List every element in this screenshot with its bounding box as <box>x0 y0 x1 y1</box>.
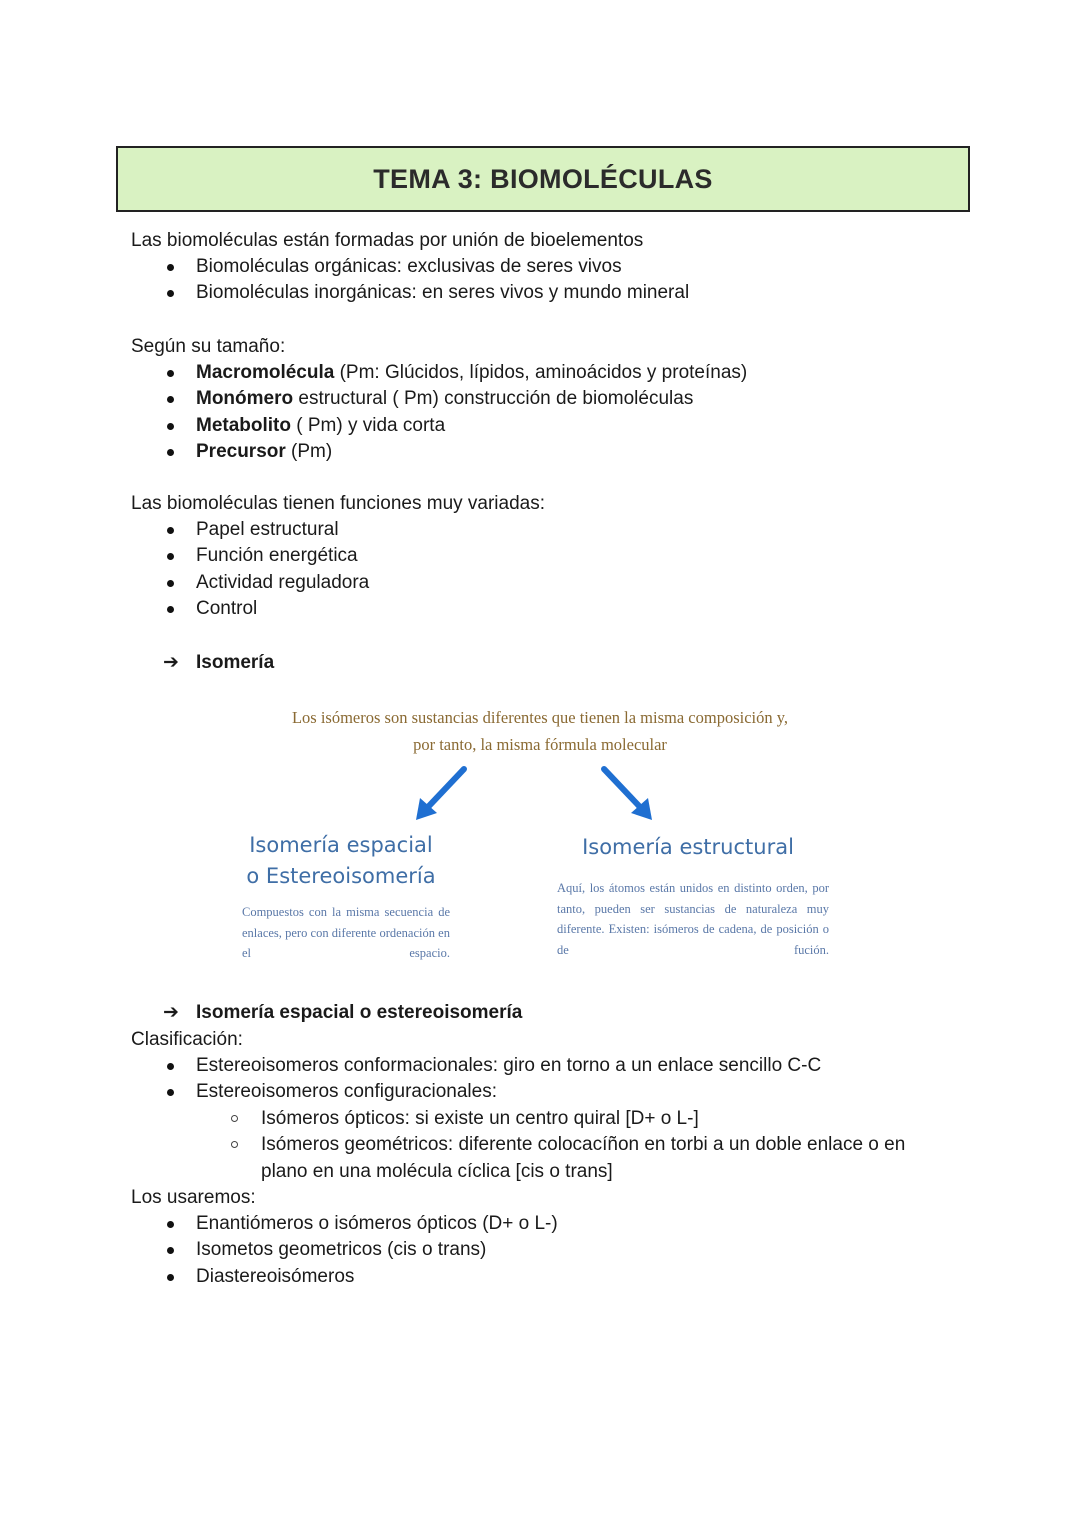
term-bold: Precursor <box>196 440 286 462</box>
size-text: Según su tamaño: <box>131 336 286 357</box>
left-branch-text: Compuestos con la misma secuencia de enlaces, pero con diferente ordenación en el espacio. <box>242 905 450 960</box>
term-bold: Metabolito <box>196 414 291 436</box>
arrow-down-right-icon <box>604 769 652 820</box>
page-title: TEMA 3: BIOMOLÉCULAS <box>373 163 713 194</box>
list-item: Biomoléculas inorgánicas: en seres vivos y mundo mineral <box>163 280 689 306</box>
title-box <box>116 146 970 212</box>
espacial-heading <box>163 1000 522 1026</box>
term-bold: Monómero <box>196 388 294 410</box>
list-item <box>163 439 747 465</box>
espacial-heading-label: Isomería espacial o estereoisomería <box>196 1002 523 1023</box>
list-item: Biomoléculas orgánicas: exclusivas de seres vivos <box>163 254 689 280</box>
term-desc: (Pm) <box>285 440 333 462</box>
left-title-line2: o Estereoisomería <box>246 864 436 888</box>
functions-text: Las biomoléculas tienen funciones muy variadas: <box>131 493 546 514</box>
list-item <box>163 360 747 386</box>
diagram-arrows <box>230 700 850 840</box>
list-item: Función energética <box>163 543 369 569</box>
left-title-line1: Isomería espacial <box>249 833 433 857</box>
isomeria-heading <box>163 650 274 676</box>
diagram-intro-line2: por tanto, la misma fórmula molecular <box>413 735 667 754</box>
list-item <box>163 413 747 439</box>
isomeria-diagram <box>230 700 850 970</box>
list-item: Estereoisomeros configuracionales: <box>163 1079 821 1105</box>
diagram-intro-line1: Los isómeros son sustancias diferentes que tienen la misma composición y, <box>291 708 789 727</box>
term-desc: ( Pm) y vida corta <box>291 414 446 436</box>
arrow-right-icon: ➔ <box>163 652 179 673</box>
usaremos-list <box>163 1211 558 1290</box>
arrow-right-icon: ➔ <box>163 1002 179 1023</box>
list-item: Enantiómeros o isómeros ópticos (D+ o L-) <box>163 1211 558 1237</box>
clasificacion-list <box>163 1053 821 1106</box>
functions-list <box>163 517 369 622</box>
sub-list-item: Isómeros geométricos: diferente colocacíñon en torbi a un doble enlace o en plano en una molécula cíclica [cis o trans] <box>228 1132 948 1185</box>
list-item: Isometos geometricos (cis o trans) <box>163 1237 558 1263</box>
term-bold: Macromolécula <box>196 362 335 383</box>
isomeria-heading-label: Isomería <box>196 652 275 673</box>
clasificacion-text: Clasificación: <box>131 1029 243 1050</box>
usaremos-text: Los usaremos: <box>131 1187 256 1208</box>
term-desc: estructural ( Pm) construcción de biomoléculas <box>293 388 694 410</box>
list-item: Papel estructural <box>163 517 369 543</box>
left-branch-title <box>236 830 446 892</box>
arrow-down-left-icon <box>416 769 464 820</box>
size-list <box>163 360 747 465</box>
right-branch-text: Aquí, los átomos están unidos en distinto orden, por tanto, pueden ser sustancias de naturaleza muy diferente. Existen: isómeros de cadena, de posición o de fución. <box>557 881 829 957</box>
term-desc: (Pm: Glúcidos, lípidos, aminoácidos y proteínas) <box>334 362 748 383</box>
list-item: Control <box>163 596 369 622</box>
list-item <box>163 386 747 412</box>
list-item: Diastereoisómeros <box>163 1264 558 1290</box>
sub-list-item: Isómeros ópticos: si existe un centro quiral [D+ o L-] <box>228 1106 948 1132</box>
list-item: Actividad reguladora <box>163 570 369 596</box>
right-branch-title: Isomería estructural <box>582 835 794 859</box>
clasificacion-sublist <box>228 1106 948 1185</box>
list-item: Estereoisomeros conformacionales: giro en torno a un enlace sencillo C-C <box>163 1053 821 1079</box>
intro-text: Las biomoléculas están formadas por unión de bioelementos <box>131 230 644 251</box>
intro-list <box>163 254 689 307</box>
